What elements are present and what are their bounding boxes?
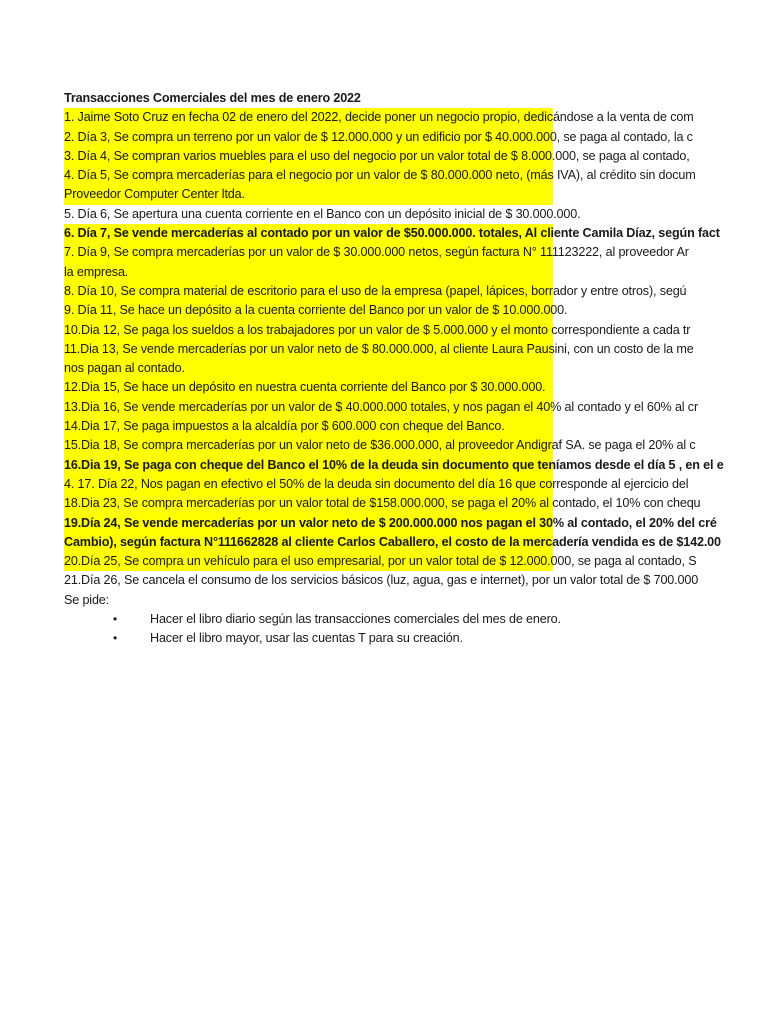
transaction-line: [64, 359, 768, 378]
transaction-line-text: 21.Día 26, Se cancela el consumo de los servicios básicos (luz, agua, gas e internet), por un valor total de $ 700.000: [64, 573, 699, 588]
transaction-line: [64, 321, 768, 340]
transaction-line-text: 19.Día 24, Se vende mercaderías por un valor neto de $ 200.000.000 nos pagan el 30% al contado, el 20% del cré: [64, 515, 717, 530]
transaction-line: [64, 108, 768, 127]
transaction-line: [64, 147, 768, 166]
transaction-line: [64, 243, 768, 262]
transaction-line: [64, 571, 768, 590]
transaction-list: [64, 108, 768, 610]
transaction-line: [64, 533, 768, 552]
transaction-line-text: 9. Día 11, Se hace un depósito a la cuenta corriente del Banco por un valor de $ 10.000.000.: [64, 303, 568, 318]
bullet-icon: •: [113, 612, 118, 627]
transaction-line-text: nos pagan al contado.: [64, 361, 185, 376]
transaction-line: [64, 128, 768, 147]
transaction-line: [64, 340, 768, 359]
document-content: [64, 89, 768, 649]
highlight-mark: [64, 263, 553, 282]
transaction-line: [64, 205, 768, 224]
task-list: [64, 610, 768, 649]
transaction-line: [64, 301, 768, 320]
task-item: [64, 629, 768, 648]
transaction-line-text: Se pide:: [64, 592, 110, 607]
transaction-line: [64, 378, 768, 397]
transaction-line: [64, 494, 768, 513]
transaction-line-text: 11.Dia 13, Se vende mercaderías por un valor neto de $ 80.000.000, al cliente Laura Pausini, con un costo de la me: [64, 341, 694, 356]
transaction-line-text: la empresa.: [64, 264, 129, 279]
bullet-icon: •: [113, 631, 118, 646]
transaction-line-text: 10.Dia 12, Se paga los sueldos a los trabajadores por un valor de $ 5.000.000 y el monto correspondiente a cada tr: [64, 322, 691, 337]
transaction-line-text: 2. Día 3, Se compra un terreno por un valor de $ 12.000.000 y un edificio por $ 40.000.000, se paga al contado, la c: [64, 129, 693, 144]
document-title-text: Transacciones Comerciales del mes de enero 2022: [64, 91, 361, 105]
transaction-line-text: 6. Día 7, Se vende mercaderías al contado por un valor de $50.000.000. totales, Al cliente Camila Díaz, según fact: [64, 226, 720, 241]
transaction-line-text: 20.Día 25, Se compra un vehículo para el uso empresarial, por un valor total de $ 12.000.000, se paga al contado, S: [64, 554, 697, 569]
transaction-line-text: 7. Día 9, Se compra mercaderías por un valor de $ 30.000.000 netos, según factura N° 111123222, al proveedor Ar: [64, 245, 689, 260]
document-title: [64, 89, 768, 108]
transaction-line-text: 4. 17. Día 22, Nos pagan en efectivo el 50% de la deuda sin documento del día 16 que corresponde al ejercicio del: [64, 476, 689, 491]
transaction-line: [64, 417, 768, 436]
task-item-text: Hacer el libro diario según las transacciones comerciales del mes de enero.: [150, 612, 561, 627]
transaction-line-text: 13.Dia 16, Se vende mercaderías por un valor de $ 40.000.000 totales, y nos pagan el 40% al contado y el 60% al cr: [64, 399, 698, 414]
transaction-line-text: 3. Día 4, Se compran varios muebles para el uso del negocio por un valor total de $ 8.000.000, se paga al contado,: [64, 148, 690, 163]
transaction-line-text: 5. Día 6, Se apertura una cuenta corriente en el Banco con un depósito inicial de $ 30.000.000.: [64, 206, 581, 221]
transaction-line: [64, 398, 768, 417]
transaction-line-text: 4. Día 5, Se compra mercaderías para el negocio por un valor de $ 80.000.000 neto, (más IVA), al crédito sin docum: [64, 168, 696, 183]
transaction-line: [64, 224, 768, 243]
transaction-line: [64, 591, 768, 610]
transaction-line-text: 8. Día 10, Se compra material de escritorio para el uso de la empresa (papel, lápices, borrador y entre otros), segú: [64, 283, 687, 298]
transaction-line-text: 16.Dia 19, Se paga con cheque del Banco el 10% de la deuda sin documento que teníamos desde el día 5 , en el e: [64, 457, 724, 472]
transaction-line-text: 15.Dia 18, Se compra mercaderías por un valor neto de $36.000.000, al proveedor Andigraf SA. se paga el 20% al c: [64, 438, 696, 453]
transaction-line-text: Cambio), según factura N°111662828 al cliente Carlos Caballero, el costo de la mercadería vendida es de $142.00: [64, 534, 721, 549]
transaction-line: [64, 282, 768, 301]
transaction-line: [64, 436, 768, 455]
transaction-line: [64, 166, 768, 185]
transaction-line: [64, 263, 768, 282]
transaction-line-text: Proveedor Computer Center ltda.: [64, 187, 245, 202]
transaction-line-text: 12.Dia 15, Se hace un depósito en nuestra cuenta corriente del Banco por $ 30.000.000.: [64, 380, 546, 395]
transaction-line: [64, 456, 768, 475]
transaction-line-text: 18.Dia 23, Se compra mercaderías por un valor total de $158.000.000, se paga el 20% al contado, el 10% con chequ: [64, 496, 701, 511]
transaction-line: [64, 475, 768, 494]
transaction-line-text: 1. Jaime Soto Cruz en fecha 02 de enero del 2022, decide poner un negocio propio, dedicándose a la venta de com: [64, 110, 694, 125]
transaction-line-text: 14.Dia 17, Se paga impuestos a la alcaldía por $ 600.000 con cheque del Banco.: [64, 419, 505, 434]
task-item: [64, 610, 768, 629]
transaction-line: [64, 514, 768, 533]
transaction-line: [64, 185, 768, 204]
transaction-line: [64, 552, 768, 571]
task-item-text: Hacer el libro mayor, usar las cuentas T para su creación.: [150, 631, 463, 646]
